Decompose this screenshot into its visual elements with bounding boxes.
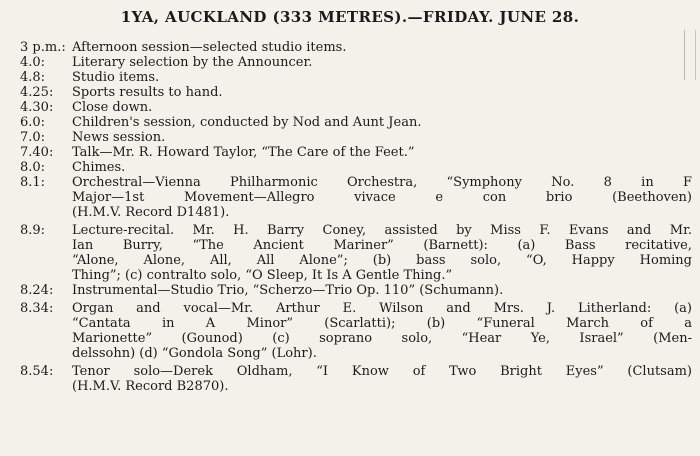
entry-time: 8.0: [20,160,46,175]
entry-line: Ian Burry, “The Ancient Mariner” (Barnett): (a) Bass recitative, [72,238,692,253]
entry-description [72,85,692,100]
entry-line: Tenor solo—Derek Oldham, “I Know of Two Bright Eyes” (Clutsam) [72,364,692,379]
programme-entry [0,130,700,145]
entry-line: (H.M.V. Record B2870). [72,379,229,394]
station-heading: 1YA, AUCKLAND (333 METRES).—FRIDAY. JUNE 28. [120,8,580,26]
entry-time: 8.34: [20,301,54,316]
entry-time: 8.24: [20,283,54,298]
entry-time: 4.8: [20,70,46,85]
entry-description [72,100,692,115]
programme-entry [0,145,700,160]
entry-time: 8.9: [20,223,46,238]
entry-time: 8.1: [20,175,46,190]
entry-description [72,175,692,220]
entry-line: Marionette” (Gounod) (c) soprano solo, “Hear Ye, Israel” (Men- [72,331,692,346]
entry-description [72,130,692,145]
programme-entry [0,115,700,130]
programme-entry [0,40,700,55]
programme-entry [0,175,700,220]
entry-description [72,160,692,175]
entry-time: 7.40: [20,145,54,160]
entry-line: Talk—Mr. R. Howard Taylor, “The Care of the Feet.” [72,145,415,160]
entry-description [72,364,692,394]
entry-description [72,145,692,160]
entry-line: Major—1st Movement—Allegro vivace e con brio (Beethoven) [72,190,692,205]
entry-line: News session. [72,130,166,145]
entry-line: (H.M.V. Record D1481). [72,205,230,220]
programme-entry [0,160,700,175]
entry-line: Orchestral—Vienna Philharmonic Orchestra, “Symphony No. 8 in F [72,175,692,190]
entry-time: 6.0: [20,115,46,130]
entry-line: Studio items. [72,70,160,85]
entry-line: delssohn) (d) “Gondola Song” (Lohr). [72,346,317,361]
entry-line: Thing”; (c) contralto solo, “O Sleep, It Is A Gentle Thing.” [72,268,453,283]
entry-line: Children's session, conducted by Nod and Aunt Jean. [72,115,422,130]
programme-entry [0,55,700,70]
entry-line: “Cantata in A Minor” (Scarlatti); (b) “Funeral March of a [72,316,692,331]
entry-description [72,115,692,130]
programme-list [0,40,700,394]
entry-line: Organ and vocal—Mr. Arthur E. Wilson and Mrs. J. Litherland: (a) [72,301,692,316]
entry-line: “Alone, Alone, All, All Alone”; (b) bass solo, “O, Happy Homing [72,253,692,268]
programme-entry [0,85,700,100]
entry-line: Close down. [72,100,153,115]
entry-line: Chimes. [72,160,126,175]
entry-line: Lecture-recital. Mr. H. Barry Coney, assisted by Miss F. Evans and Mr. [72,223,692,238]
entry-time: 4.0: [20,55,46,70]
entry-description [72,283,692,298]
programme-entry [0,70,700,85]
programme-entry [0,364,700,394]
entry-time: 7.0: [20,130,46,145]
entry-line: Sports results to hand. [72,85,223,100]
entry-line: Afternoon session—selected studio items. [72,40,347,55]
entry-description [72,55,692,70]
entry-line: Instrumental—Studio Trio, “Scherzo—Trio Op. 110” (Schumann). [72,283,504,298]
programme-entry [0,223,700,283]
entry-time: 3 p.m.: [20,40,66,55]
entry-description [72,70,692,85]
entry-time: 8.54: [20,364,54,379]
entry-time: 4.25: [20,85,54,100]
programme-entry [0,283,700,298]
programme-entry [0,301,700,361]
entry-description [72,301,692,361]
programme-entry [0,100,700,115]
entry-description [72,40,692,55]
entry-description [72,223,692,283]
entry-time: 4.30: [20,100,54,115]
entry-line: Literary selection by the Announcer. [72,55,313,70]
